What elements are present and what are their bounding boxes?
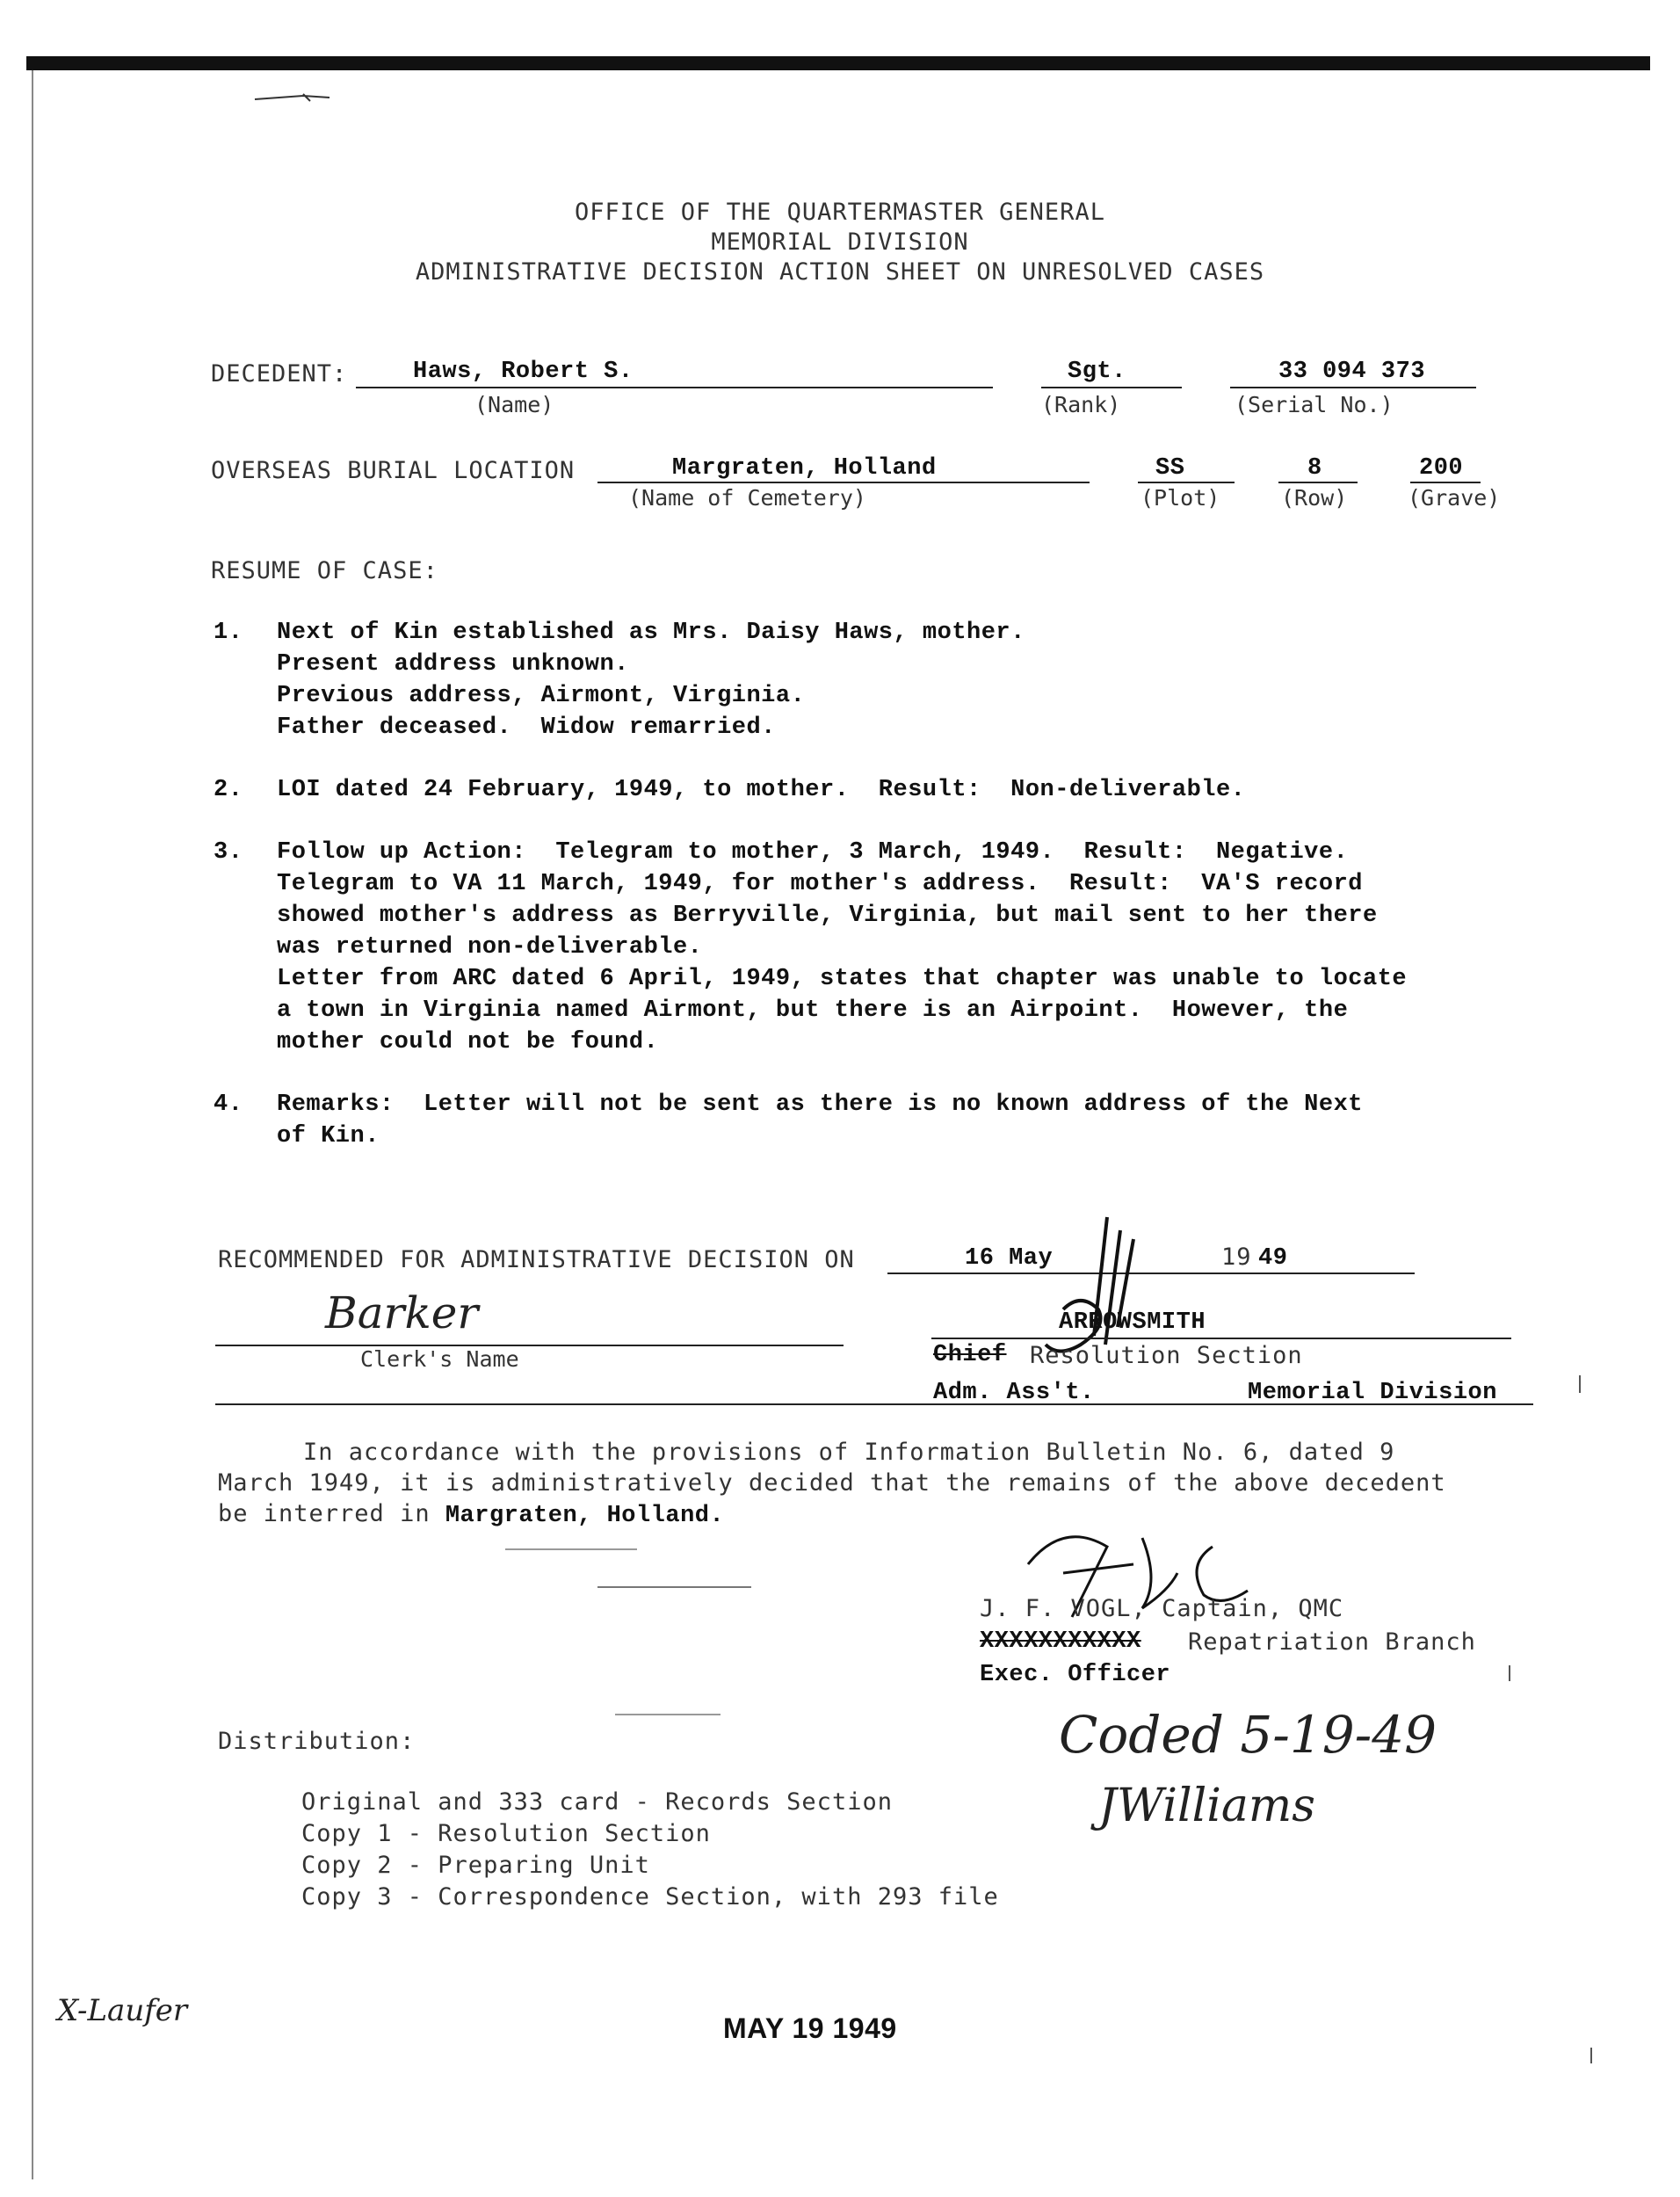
- resume-item-line: Remarks: Letter will not be sent as there is no known address of the Next: [277, 1091, 1363, 1118]
- burial-label: OVERSEAS BURIAL LOCATION: [211, 457, 576, 484]
- burial-cemetery-caption: (Name of Cemetery): [628, 485, 866, 511]
- decedent-serial-caption: (Serial No.): [1235, 392, 1394, 417]
- decedent-rank-caption: (Rank): [1041, 392, 1121, 417]
- edge-tick: [1590, 2048, 1592, 2063]
- burial-grave-caption: (Grave): [1408, 485, 1501, 511]
- resume-item-line: was returned non-deliverable.: [277, 934, 703, 961]
- decedent-name-line: [356, 387, 993, 388]
- header-line-3: ADMINISTRATIVE DECISION ACTION SHEET ON UNRESOLVED CASES: [415, 258, 1265, 286]
- distribution-item: Copy 2 - Preparing Unit: [301, 1852, 650, 1879]
- burial-plot-line: [1138, 482, 1235, 483]
- burial-plot-caption: (Plot): [1141, 485, 1220, 511]
- decision-line-3-prefix: be interred in: [218, 1500, 445, 1527]
- resume-item-number: 1.: [214, 620, 243, 646]
- resume-item-number: 3.: [214, 839, 243, 866]
- resume-item-line: Previous address, Airmont, Virginia.: [277, 683, 806, 709]
- distribution-label: Distribution:: [218, 1728, 416, 1755]
- resume-item-line: mother could not be found.: [277, 1029, 659, 1055]
- recommended-date: 16 May: [965, 1245, 1054, 1272]
- scan-top-bar: [26, 56, 1650, 70]
- decedent-name: Haws, Robert S.: [413, 359, 634, 385]
- distribution-item: Copy 3 - Correspondence Section, with 293 file: [301, 1883, 999, 1911]
- officer-struck-title: Chief: [933, 1342, 1007, 1368]
- resume-item-number: 4.: [214, 1091, 243, 1118]
- recommended-year-suffix: 49: [1258, 1245, 1288, 1272]
- edge-tick: [1579, 1375, 1581, 1393]
- captain-struck-title: XXXXXXXXXXX: [980, 1628, 1141, 1655]
- resume-item-line: LOI dated 24 February, 1949, to mother. Result: Non-deliverable.: [277, 777, 1246, 803]
- decision-line-2: March 1949, it is administratively decided that the remains of the above decedent: [218, 1469, 1446, 1497]
- officer-line: [931, 1338, 1511, 1339]
- coded-note: Coded 5-19-49: [1059, 1705, 1437, 1765]
- recommended-label: RECOMMENDED FOR ADMINISTRATIVE DECISION ON: [218, 1246, 855, 1273]
- decedent-serial: 33 094 373: [1278, 359, 1426, 385]
- clerk-line: [215, 1345, 844, 1346]
- resume-item-line: showed mother's address as Berryville, Virginia, but mail sent to her there: [277, 903, 1378, 929]
- faint-dash: [597, 1586, 751, 1588]
- date-stamp: MAY 19 1949: [723, 2012, 897, 2044]
- edge-tick: [1509, 1665, 1510, 1681]
- officer-name: ARROWSMITH: [1059, 1309, 1206, 1336]
- decedent-serial-line: [1230, 387, 1476, 388]
- decedent-label: DECEDENT:: [211, 360, 348, 388]
- captain-title: Exec. Officer: [980, 1662, 1171, 1688]
- clerk-caption: Clerk's Name: [360, 1346, 519, 1372]
- resume-item-number: 2.: [214, 777, 243, 803]
- resume-label: RESUME OF CASE:: [211, 557, 438, 584]
- burial-grave: 200: [1419, 455, 1464, 482]
- decedent-name-caption: (Name): [474, 392, 554, 417]
- distribution-item: Original and 333 card - Records Section: [301, 1788, 893, 1816]
- header-line-1: OFFICE OF THE QUARTERMASTER GENERAL: [575, 199, 1105, 226]
- burial-row-line: [1278, 482, 1358, 483]
- resume-item-line: of Kin.: [277, 1123, 380, 1149]
- decision-line-1: In accordance with the provisions of Information Bulletin No. 6, dated 9: [303, 1439, 1395, 1466]
- distribution-item: Copy 1 - Resolution Section: [301, 1820, 711, 1847]
- pen-mark-top: [250, 83, 347, 110]
- decision-line-3: [218, 1500, 724, 1529]
- resume-item-line: Letter from ARC dated 6 April, 1949, states that chapter was unable to locate: [277, 966, 1408, 992]
- scan-left-edge: [32, 70, 33, 2179]
- burial-cemetery-line: [597, 482, 1090, 483]
- burial-row: 8: [1307, 455, 1322, 482]
- faint-dash: [505, 1548, 637, 1550]
- decedent-rank-line: [1041, 387, 1182, 388]
- faint-dash: [615, 1714, 721, 1715]
- clerk-signature: Barker: [325, 1287, 479, 1338]
- recommended-year-prefix: 19: [1221, 1244, 1252, 1271]
- captain-name: J. F. VOGL, Captain, QMC: [980, 1595, 1344, 1622]
- resume-item-line: Father deceased. Widow remarried.: [277, 714, 776, 741]
- burial-row-caption: (Row): [1281, 485, 1348, 511]
- officer-division: Memorial Division: [1248, 1380, 1497, 1406]
- decision-place: Margraten, Holland.: [445, 1503, 725, 1529]
- resume-item-line: a town in Virginia named Airmont, but there is an Airpoint. However, the: [277, 997, 1349, 1024]
- resume-item-line: Telegram to VA 11 March, 1949, for mother's address. Result: VA'S record: [277, 871, 1363, 897]
- decedent-rank: Sgt.: [1068, 359, 1126, 385]
- officer-section: Resolution Section: [1030, 1342, 1303, 1369]
- burial-grave-line: [1410, 482, 1481, 483]
- officer-title: Adm. Ass't.: [933, 1380, 1095, 1406]
- coded-signature: JWilliams: [1098, 1780, 1315, 1832]
- burial-cemetery: Margraten, Holland: [672, 455, 937, 482]
- resume-item-line: Follow up Action: Telegram to mother, 3 March, 1949. Result: Negative.: [277, 839, 1349, 866]
- burial-plot: SS: [1155, 455, 1185, 482]
- margin-note: X-Laufer: [57, 1993, 188, 2028]
- resume-item-line: Present address unknown.: [277, 651, 629, 678]
- resume-item-line: Next of Kin established as Mrs. Daisy Haws, mother.: [277, 620, 1025, 646]
- captain-branch: Repatriation Branch: [1188, 1628, 1476, 1656]
- header-line-2: MEMORIAL DIVISION: [711, 228, 969, 256]
